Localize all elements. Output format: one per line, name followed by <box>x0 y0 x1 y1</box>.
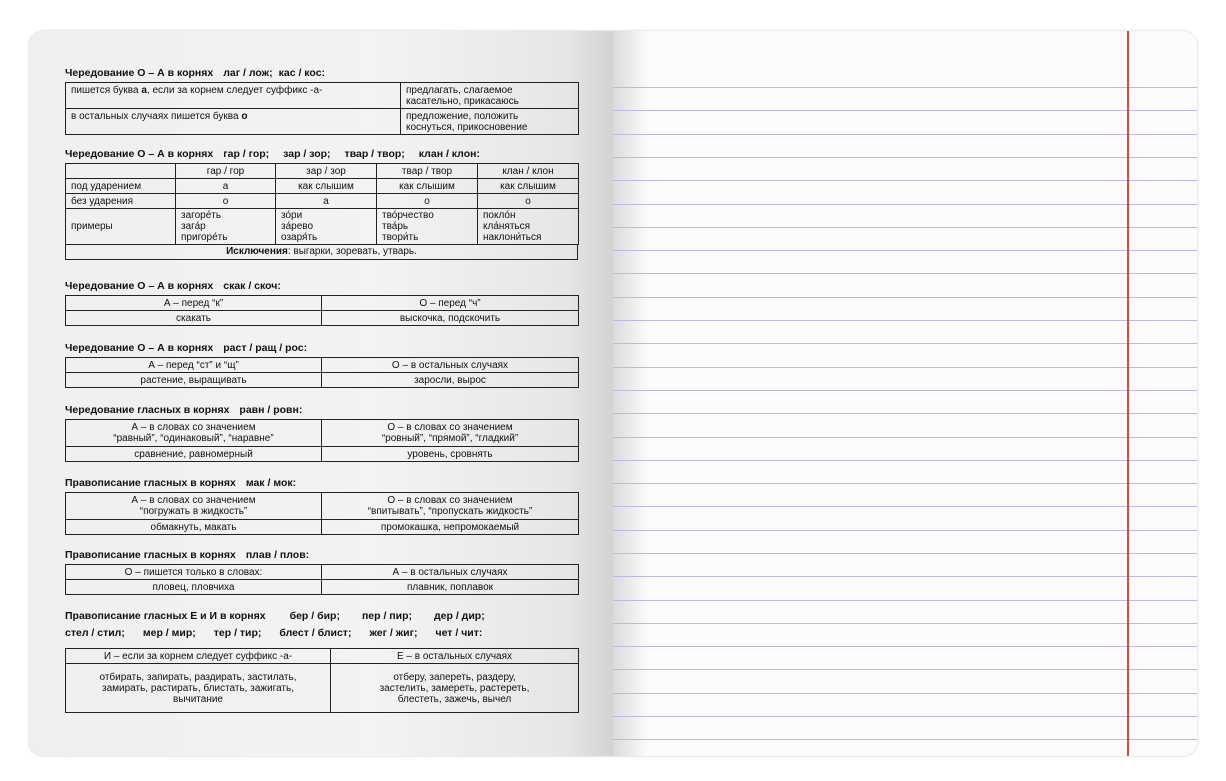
rule-cell: в остальных случаях пишется буква о <box>66 109 401 135</box>
rule-table <box>65 357 579 388</box>
table-row <box>66 83 579 109</box>
rule-table <box>65 648 579 713</box>
ruled-line <box>613 367 1197 368</box>
examples-cell: покло́н кла́няться наклони́ться <box>478 209 579 245</box>
section-title: Чередование О – А в корнях гар / гор; зар / зор; твар / твор; клан / клон: <box>65 148 480 160</box>
row-label: под ударением <box>66 179 176 194</box>
ruled-line <box>613 110 1197 111</box>
ruled-line <box>613 413 1197 414</box>
column-header: зар / зор <box>276 164 377 179</box>
section-ravn-rovn <box>65 403 579 462</box>
page-gutter-shadow <box>613 31 647 756</box>
ruled-line <box>613 693 1197 694</box>
table-row: пловец, пловчиха плавник, поплавок <box>66 580 579 595</box>
table-row <box>66 109 579 135</box>
section-title: Правописание гласных в корнях мак / мок: <box>65 477 297 489</box>
root-pair: кас / кос: <box>278 67 326 79</box>
ruled-line <box>613 343 1197 344</box>
exceptions-note: Исключения: выгарки, зоревать, утварь. <box>65 245 578 260</box>
table-row: А – перед “ст” и “щ” О – в остальных случаях <box>66 358 579 373</box>
ruled-line <box>613 460 1197 461</box>
right-lined-page <box>613 31 1197 756</box>
table-row: сравнение, равномерный уровень, сровнять <box>66 447 579 462</box>
section-title: Правописание гласных в корнях плав / плов: <box>65 549 310 561</box>
table-row: И – если за корнем следует суффикс -а- Е – в остальных случаях <box>66 649 579 664</box>
rule-table <box>65 492 579 535</box>
examples-cell: загоре́ть зага́р пригоре́ть <box>176 209 276 245</box>
ruled-line <box>613 180 1197 181</box>
table-row <box>66 664 579 713</box>
ruled-line <box>613 437 1197 438</box>
ruled-line <box>613 530 1197 531</box>
section-title: Чередование О – А в корнях раст / ращ / рос: <box>65 342 308 354</box>
table-row: скакать выскочка, подскочить <box>66 311 579 326</box>
examples-cell: тво́рчество тва́рь твори́ть <box>377 209 478 245</box>
ruled-line <box>613 227 1197 228</box>
section-title <box>65 66 579 80</box>
table-row <box>66 209 579 245</box>
table-row: А – в словах со значением “погружать в жидкость” О – в словах со значением “впитывать”, “пропускать жидкость” <box>66 493 579 520</box>
root-pair: лаг / лож; <box>223 67 273 79</box>
ruled-line <box>613 273 1197 274</box>
ruled-line <box>613 553 1197 554</box>
rule-table <box>65 82 579 135</box>
table-row: без ударения о а о о <box>66 194 579 209</box>
section-title: Чередование гласных в корнях равн / ровн: <box>65 404 303 416</box>
examples-cell: зо́ри за́рево озаря́ть <box>276 209 377 245</box>
ruled-line <box>613 157 1197 158</box>
section-title-line2: стел / стил; мер / мир; тер / тир; блест / блист; жег / жиг; чет / чит: <box>65 627 483 639</box>
ruled-line <box>613 483 1197 484</box>
table-row: О – пишется только в словах: А – в остальных случаях <box>66 565 579 580</box>
ruled-line <box>613 506 1197 507</box>
section-title: Чередование О – А в корнях скак / скоч: <box>65 280 281 292</box>
left-page <box>29 31 613 756</box>
ruled-line <box>613 623 1197 624</box>
ruled-line <box>613 600 1197 601</box>
examples-cell: отбирать, запирать, раздирать, застилать, замирать, растирать, блистать, зажигать, вычитание <box>66 664 331 713</box>
table-header-row <box>66 164 579 179</box>
ruled-line <box>613 320 1197 321</box>
rule-table <box>65 564 579 595</box>
notebook-spread <box>29 31 1197 756</box>
red-margin-line <box>1127 31 1129 756</box>
examples-cell: предложение, положить коснуться, прикосновение <box>401 109 579 135</box>
section-title: Правописание гласных Е и И в корнях бер / бир; пер / пир; дер / дир; <box>65 610 485 622</box>
ruled-line <box>613 646 1197 647</box>
ruled-line <box>613 134 1197 135</box>
examples-cell: предлагать, слагаемое касательно, прикасаюсь <box>401 83 579 109</box>
section-skak-skoch <box>65 279 579 326</box>
table-row: А – перед “к” О – перед “ч” <box>66 296 579 311</box>
examples-cell: отберу, запереть, раздеру, застелить, замереть, растереть, блестеть, зажечь, вычел <box>331 664 579 713</box>
section-mak-mok <box>65 476 579 535</box>
section-plav-plov <box>65 548 579 595</box>
section-lag-lozh <box>65 66 579 135</box>
column-header: гар / гор <box>176 164 276 179</box>
ruled-line <box>613 716 1197 717</box>
table-row: обмакнуть, макать промокашка, непромокаемый <box>66 520 579 535</box>
section-gar-gor <box>65 147 579 260</box>
section-rast-ros <box>65 341 579 388</box>
title-text: Чередование О – А в корнях <box>65 67 214 79</box>
ruled-line <box>613 204 1197 205</box>
column-header: твар / твор <box>377 164 478 179</box>
table-row: А – в словах со значением “равный”, “одинаковый”, “наравне” О – в словах со значением “ровный”, “прямой”, “гладкий” <box>66 420 579 447</box>
column-header: клан / клон <box>478 164 579 179</box>
ruled-line <box>613 576 1197 577</box>
table-row: растение, выращивать заросли, вырос <box>66 373 579 388</box>
row-label: без ударения <box>66 194 176 209</box>
ruled-line <box>613 669 1197 670</box>
ruled-line <box>613 250 1197 251</box>
rule-table <box>65 295 579 326</box>
ruled-line <box>613 390 1197 391</box>
ruled-line <box>613 739 1197 740</box>
row-label: примеры <box>66 209 176 245</box>
ruled-line <box>613 297 1197 298</box>
alternation-table <box>65 163 579 245</box>
rule-table <box>65 419 579 462</box>
rule-cell: пишется буква а, если за корнем следует суффикс -а- <box>66 83 401 109</box>
table-row: под ударением а как слышим как слышим как слышим <box>66 179 579 194</box>
section-e-i <box>65 609 579 713</box>
ruled-line <box>613 87 1197 88</box>
